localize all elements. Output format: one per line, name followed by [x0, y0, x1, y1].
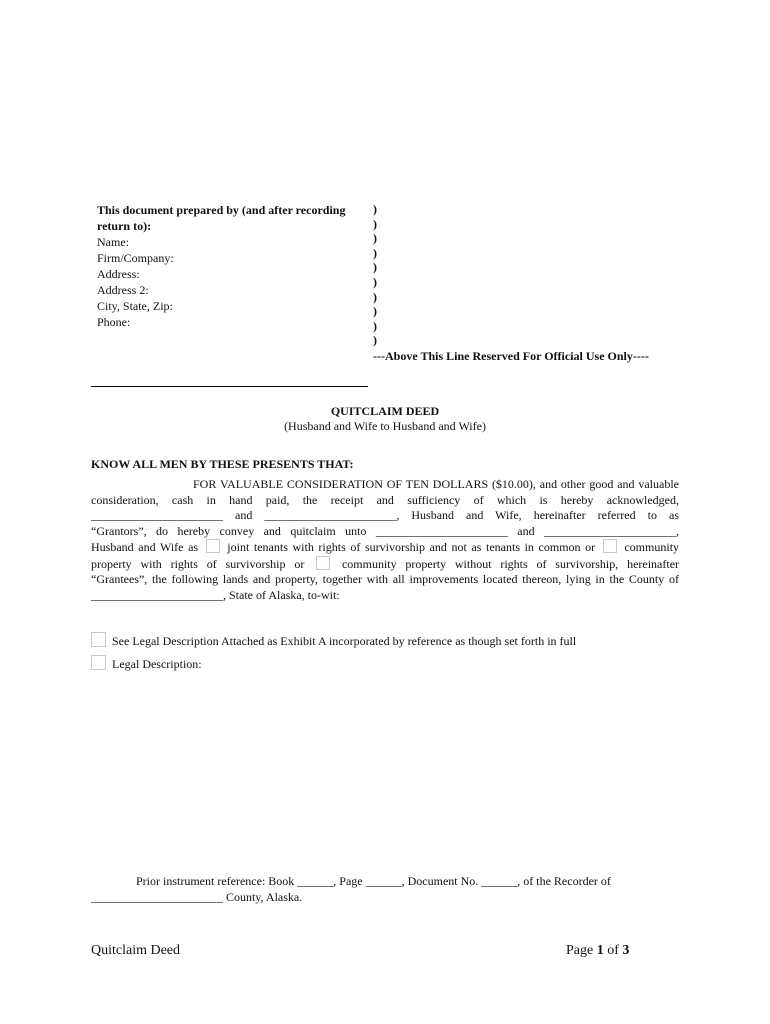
preparer-address-label: Address: — [97, 267, 140, 281]
preparer-address2-label: Address 2: — [97, 283, 149, 297]
conveyance-paragraph — [91, 477, 679, 603]
exhibit-label: See Legal Description Attached as Exhibit A incorporated by reference as though set forth in full — [112, 634, 577, 648]
preparer-phone-label: Phone: — [97, 315, 131, 329]
bracket: ) — [373, 231, 377, 246]
joint-tenants-checkbox[interactable] — [206, 539, 220, 553]
prior-instrument-reference — [91, 874, 651, 905]
body-line-3: ______________________ and ______________________, Husband and Wife, hereinafter referred to as — [91, 508, 679, 522]
bracket: ) — [373, 318, 377, 333]
page-number — [566, 943, 629, 959]
know-all-heading: KNOW ALL MEN BY THESE PRESENTS THAT: — [91, 457, 354, 471]
bracket: ) — [373, 333, 377, 348]
bracket: ) — [373, 216, 377, 231]
body-line-4: “Grantors”, do hereby convey and quitclaim unto ______________________ and ______________________, — [91, 523, 679, 538]
exhibit-option[interactable] — [91, 632, 576, 649]
body-line-5c: community — [624, 540, 680, 554]
body-line-6 — [91, 556, 679, 573]
document-subtitle: (Husband and Wife to Husband and Wife) — [284, 419, 486, 433]
bracket-column — [373, 202, 377, 348]
page-total: 3 — [622, 943, 630, 958]
body-line-5 — [91, 539, 679, 556]
legal-description-checkbox[interactable] — [91, 655, 106, 670]
body-line-5b: joint tenants with rights of survivorship and not as tenants in common or — [227, 540, 596, 554]
preparer-block — [97, 202, 367, 330]
exhibit-checkbox[interactable] — [91, 632, 106, 647]
body-line-2: consideration, cash in hand paid, the receipt and sufficiency of which is hereby acknowledged, — [91, 492, 679, 507]
reserved-line: ---Above This Line Reserved For Official Use Only---- — [373, 349, 649, 363]
community-property-no-survivorship-checkbox[interactable] — [316, 556, 330, 570]
prior-line-1: Prior instrument reference: Book ______, Page ______, Document No. ______, of the Recorder of — [136, 874, 611, 888]
bracket: ) — [373, 274, 377, 289]
preparer-firm-label: Firm/Company: — [97, 251, 174, 265]
bracket: ) — [373, 245, 377, 260]
body-line-7: “Grantees”, the following lands and property, together with all improvements located thereon, lying in the County of — [91, 572, 679, 586]
body-line-6a: property with rights of survivorship or — [91, 556, 305, 571]
document-title: QUITCLAIM DEED — [330, 404, 440, 418]
body-line-1: FOR VALUABLE CONSIDERATION OF TEN DOLLARS ($10.00), and other good and valuable — [193, 477, 679, 491]
page-current: 1 — [596, 943, 604, 958]
bracket: ) — [373, 289, 377, 304]
community-property-survivorship-checkbox[interactable] — [603, 539, 617, 553]
horizontal-rule — [91, 386, 368, 387]
page-word: Page — [566, 943, 594, 958]
bracket: ) — [373, 260, 377, 275]
bracket: ) — [373, 304, 377, 319]
body-line-5a: Husband and Wife as — [91, 540, 199, 554]
body-line-8: ______________________, State of Alaska, to-wit: — [91, 587, 340, 602]
body-line-6b: community property without rights of survivorship, hereinafter — [341, 556, 680, 571]
footer-title: Quitclaim Deed — [91, 943, 181, 958]
preparer-name-label: Name: — [97, 235, 129, 249]
preparer-city-label: City, State, Zip: — [97, 299, 173, 313]
prior-line-2: ______________________ County, Alaska. — [91, 889, 303, 904]
legal-description-option[interactable] — [91, 655, 202, 672]
of-word: of — [607, 943, 619, 958]
bracket: ) — [373, 202, 377, 216]
preparer-heading-2: return to): — [97, 219, 152, 233]
legal-description-label: Legal Description: — [112, 657, 202, 671]
preparer-heading-1: This document prepared by (and after recording — [97, 203, 346, 217]
